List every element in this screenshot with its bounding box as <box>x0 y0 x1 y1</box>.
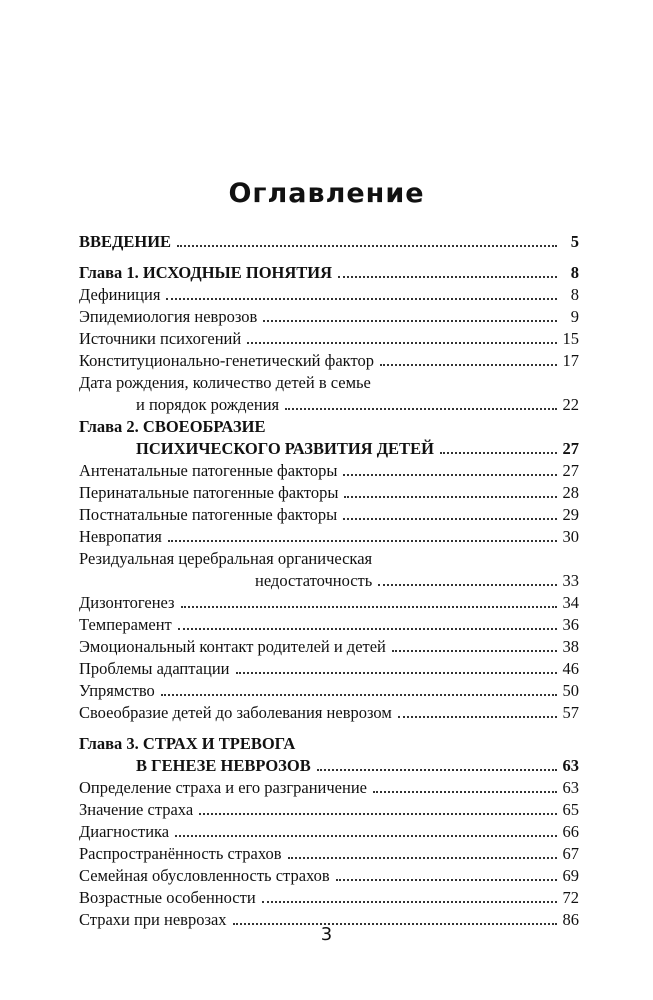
dot-leader <box>262 901 557 903</box>
toc-entry[interactable] <box>79 637 579 657</box>
toc-entry-title: Семейная обусловленность страхов <box>79 866 330 885</box>
toc-entry[interactable] <box>79 800 579 820</box>
dot-leader <box>380 364 557 366</box>
dot-leader <box>181 606 557 608</box>
toc-entry-page: 63 <box>562 756 579 775</box>
dot-leader <box>398 716 557 718</box>
dot-leader <box>336 879 557 881</box>
toc-entry-title: Дизонтогенез <box>79 593 175 612</box>
toc-entry-title: ПСИХИЧЕСКОГО РАЗВИТИЯ ДЕТЕЙ <box>136 439 434 458</box>
toc-entry-page: 86 <box>562 910 579 929</box>
toc-entry-title: Значение страха <box>79 800 194 819</box>
toc-entry-title: Источники психогений <box>79 329 242 348</box>
dot-leader <box>236 672 557 674</box>
toc-entry[interactable] <box>79 822 579 842</box>
toc-entry-page: 27 <box>562 461 579 480</box>
dot-leader <box>343 518 556 520</box>
toc-entry-title: Антенатальные патогенные факторы <box>79 461 338 480</box>
toc-entry-page: 72 <box>562 888 579 907</box>
dot-leader <box>344 496 556 498</box>
dot-leader <box>247 342 556 344</box>
toc-entry[interactable] <box>79 703 579 723</box>
toc-entry[interactable] <box>79 461 579 481</box>
dot-leader <box>178 628 557 630</box>
toc-entry[interactable] <box>79 329 579 349</box>
toc-entry-title: Конституционально-генетический фактор <box>79 351 374 370</box>
dot-leader <box>288 857 557 859</box>
dot-leader <box>338 276 557 278</box>
toc-entry-title: Своеобразие детей до заболевания неврозом <box>79 703 392 722</box>
toc-entry-title: Глава 1. ИСХОДНЫЕ ПОНЯТИЯ <box>79 263 333 282</box>
dot-leader <box>285 408 556 410</box>
toc-entry[interactable] <box>79 778 579 798</box>
toc-entry-page: 69 <box>562 866 579 885</box>
toc-entry[interactable] <box>79 844 579 864</box>
toc-entry[interactable] <box>79 681 579 701</box>
toc-entry-page: 17 <box>562 351 579 370</box>
dot-leader <box>317 769 557 771</box>
toc-entry-page: 5 <box>570 232 579 251</box>
toc-entry-title: Дефиниция <box>79 285 161 304</box>
toc-entry-title: Эпидемиология неврозов <box>79 307 258 326</box>
toc-entry-title: Возрастные особенности <box>79 888 256 907</box>
toc-entry-page: 30 <box>562 527 579 546</box>
dot-leader <box>168 540 557 542</box>
toc-entry[interactable] <box>79 615 579 635</box>
dot-leader <box>175 835 556 837</box>
toc-entry-page: 28 <box>562 483 579 502</box>
toc-entry-title: Невропатия <box>79 527 162 546</box>
toc-entry-page: 8 <box>570 285 579 304</box>
toc-entry[interactable] <box>79 395 579 415</box>
toc-entry-title: Упрямство <box>79 681 155 700</box>
toc-chapter-2[interactable] <box>79 439 579 459</box>
toc-entry-page: 8 <box>570 263 579 282</box>
toc-entry-title: Диагностика <box>79 822 170 841</box>
toc-entry-page: 15 <box>562 329 579 348</box>
toc-entry-page: 50 <box>562 681 579 700</box>
page-number: 3 <box>320 924 333 945</box>
toc-entry-page: 33 <box>562 571 579 590</box>
toc-entry[interactable] <box>79 593 579 613</box>
toc-entry-title: Проблемы адаптации <box>79 659 230 678</box>
toc-chapter-3[interactable] <box>79 756 579 776</box>
toc-entry[interactable] <box>79 285 579 305</box>
dot-leader <box>373 791 557 793</box>
toc-entry-page: 22 <box>562 395 579 414</box>
dot-leader <box>166 298 557 300</box>
toc-entry-page: 27 <box>562 439 579 458</box>
toc-entry-title: Эмоциональный контакт родителей и детей <box>79 637 386 656</box>
toc-entry[interactable] <box>79 483 579 503</box>
toc-entry-title: Определение страха и его разграничение <box>79 778 367 797</box>
toc-entry-page: 57 <box>562 703 579 722</box>
dot-leader <box>343 474 556 476</box>
dot-leader <box>199 813 556 815</box>
toc-entry[interactable] <box>79 307 579 327</box>
toc-entry-title: Перинатальные патогенные факторы <box>79 483 339 502</box>
toc-entry-page: 63 <box>562 778 579 797</box>
toc-chapter-3-first-line: Глава 3. СТРАХ И ТРЕВОГА <box>79 734 296 753</box>
toc-entry-first-line: Дата рождения, количество детей в семье <box>79 373 371 392</box>
dot-leader <box>161 694 557 696</box>
toc-entry-title: Страхи при неврозах <box>79 910 227 929</box>
dot-leader <box>392 650 557 652</box>
toc-entry-title: Постнатальные патогенные факторы <box>79 505 338 524</box>
toc-entry[interactable] <box>79 527 579 547</box>
toc-chapter-2-first-line: Глава 2. СВОЕОБРАЗИЕ <box>79 417 266 436</box>
toc-entry-page: 38 <box>562 637 579 656</box>
toc-entry-page: 46 <box>562 659 579 678</box>
dot-leader <box>263 320 557 322</box>
toc-entry[interactable] <box>79 351 579 371</box>
toc-entry-page: 65 <box>562 800 579 819</box>
toc-entry[interactable] <box>79 866 579 886</box>
dot-leader <box>440 452 557 454</box>
toc-entry-page: 34 <box>562 593 579 612</box>
toc-entry-title: В ГЕНЕЗЕ НЕВРОЗОВ <box>136 756 311 775</box>
toc-entry-page: 36 <box>562 615 579 634</box>
toc-entry[interactable] <box>79 571 579 591</box>
toc-entry[interactable] <box>79 505 579 525</box>
toc-chapter-1[interactable] <box>79 263 579 283</box>
dot-leader <box>177 245 557 247</box>
toc-entry-page: 29 <box>562 505 579 524</box>
toc-entry[interactable] <box>79 888 579 908</box>
toc-entry-page: 66 <box>562 822 579 841</box>
toc-entry-page: 9 <box>570 307 579 326</box>
toc-entry-title: недостаточность <box>255 571 373 590</box>
toc-entry[interactable] <box>79 659 579 679</box>
dot-leader <box>378 584 556 586</box>
toc-entry-title: и порядок рождения <box>136 395 280 414</box>
toc-entry-title: ВВЕДЕНИЕ <box>79 232 172 251</box>
toc-entry-first-line: Резидуальная церебральная органическая <box>79 549 373 568</box>
page-title: Оглавление <box>228 178 425 209</box>
toc-entry-page: 67 <box>562 844 579 863</box>
toc-entry-title: Распространённость страхов <box>79 844 282 863</box>
toc-entry-title: Темперамент <box>79 615 172 634</box>
toc-entry-introduction[interactable] <box>79 232 579 252</box>
